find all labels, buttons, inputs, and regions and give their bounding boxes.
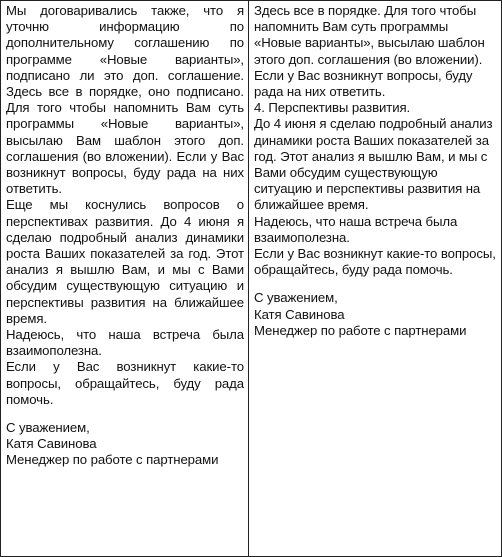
left-paragraph-3: Надеюсь, что наша встреча была взаимополезна.: [6, 327, 244, 359]
left-paragraph-2: Еще мы коснулись вопросов о перспективах развития. До 4 июня я сделаю подробный анализ динамики роста Ваших показателей за год. Этот анализ я вышлю Вам, и мы с Вами обсудим существующую ситуацию и перспективы развития на ближайшее время.: [6, 197, 244, 326]
right-paragraph-3: До 4 июня я сделаю подробный анализ динамики роста Ваших показателей за год. Этот анализ я вышлю Вам, и мы с Вами обсудим существующую ситуацию и перспективы развития на ближайшее время.: [254, 116, 493, 213]
left-signature-name: Катя Савинова: [6, 436, 97, 452]
left-signature-closing: С уважением,: [6, 420, 90, 436]
left-signature-title: Менеджер по работе с партнерами: [6, 452, 219, 468]
right-signature-title: Менеджер по работе с партнерами: [254, 322, 467, 338]
right-spacer: [254, 278, 497, 290]
left-paragraph-4: Если у Вас возникнут какие-то вопросы, обращайтесь, буду рада помочь.: [6, 359, 244, 407]
left-column: [1, 1, 249, 556]
right-paragraph-2: 4. Перспективы развития.: [254, 100, 411, 116]
right-paragraph-5: Если у Вас возникнут какие-то вопросы, обращайтесь, буду рада помочь.: [254, 246, 496, 278]
left-paragraph-1: Мы договаривались также, что я уточню информацию по дополнительному соглашению по программе «Новые варианты», подписано ли это доп. соглашение. Здесь все в порядке, оно подписано. Для того чтобы напомнить Вам суть программы «Новые варианты», высылаю Вам шаблон этого доп. соглашения (во вложении). Если у Вас возникнут вопросы, буду рада на них ответить.: [6, 3, 244, 197]
left-spacer: [6, 408, 244, 420]
right-paragraph-1: Здесь все в порядке. Для того чтобы напомнить Вам суть программы «Новые варианты», высылаю шаблон этого доп. соглашения (во вложении). Если у Вас возникнут вопросы, буду рада на них ответить.: [254, 3, 485, 100]
right-signature-closing: С уважением,: [254, 290, 338, 306]
right-column: [249, 1, 501, 556]
right-signature-name: Катя Савинова: [254, 306, 345, 322]
right-paragraph-4: Надеюсь, что наша встреча была взаимополезна.: [254, 213, 458, 245]
